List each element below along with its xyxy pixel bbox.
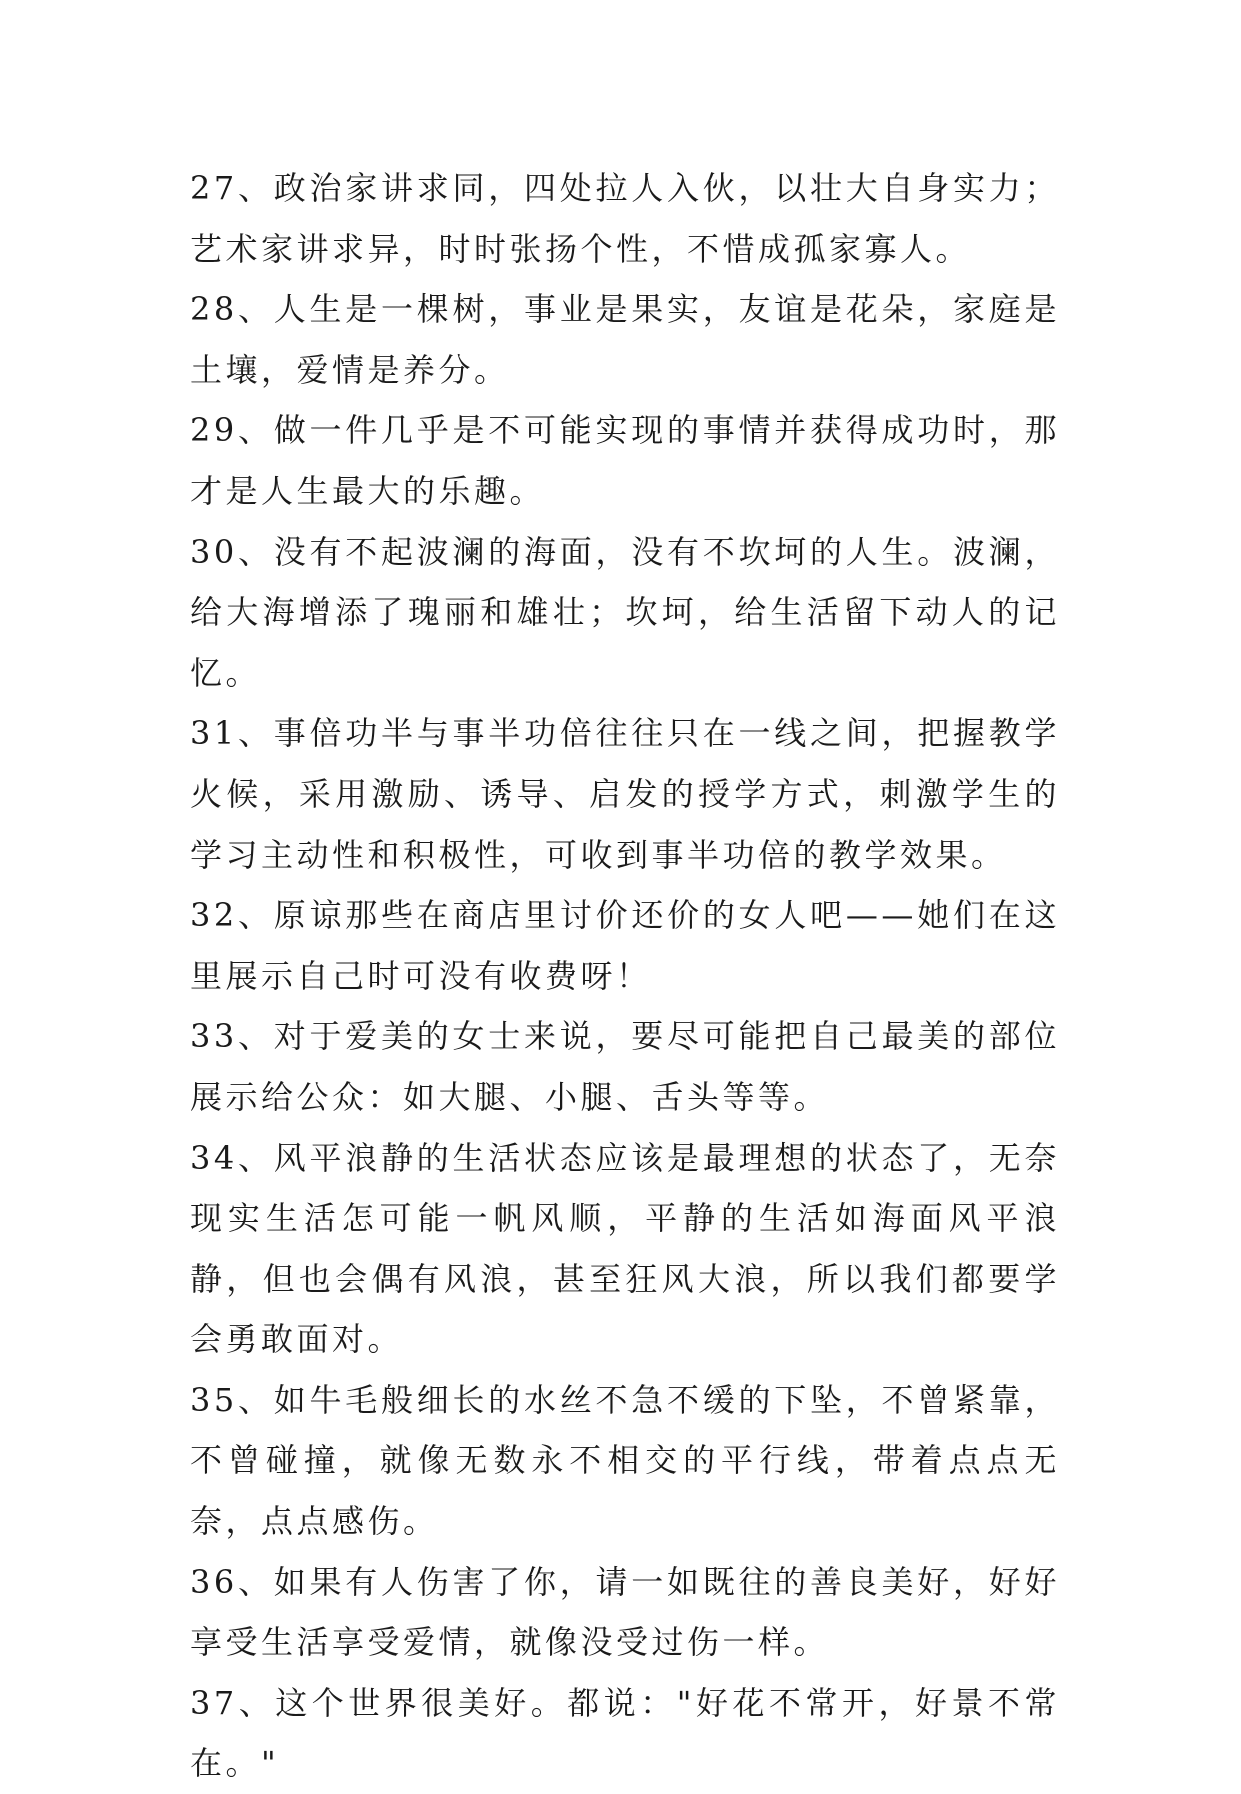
paragraph-35: 35、如牛毛般细长的水丝不急不缓的下坠，不曾紧靠，不曾碰撞，就像无数永不相交的平行线，带着点点无奈，点点感伤。 xyxy=(190,1380,1060,1541)
paragraph-27: 27、政治家讲求同，四处拉人入伙，以壮大自身实力；艺术家讲求异，时时张扬个性，不惜成孤家寡人。 xyxy=(190,169,1060,268)
paragraph-31: 31、事倍功半与事半功倍往往只在一线之间，把握教学火候，采用激励、诱导、启发的授学方式，刺激学生的学习主动性和积极性，可收到事半功倍的教学效果。 xyxy=(190,714,1060,874)
paragraph-33: 33、对于爱美的女士来说，要尽可能把自己最美的部位展示给公众：如大腿、小腿、舌头等等。 xyxy=(190,1017,1060,1116)
paragraph-36: 36、如果有人伤害了你，请一如既往的善良美好，好好享受生活享受爱情，就像没受过伤一样。 xyxy=(190,1562,1060,1662)
paragraph-37: 37、这个世界很美好。都说："好花不常开，好景不常在。" xyxy=(190,1683,1060,1783)
paragraph-29: 29、做一件几乎是不可能实现的事情并获得成功时，那才是人生最大的乐趣。 xyxy=(190,411,1060,510)
paragraph-34: 34、风平浪静的生活状态应该是最理想的状态了，无奈现实生活怎可能一帆风顺，平静的生活如海面风平浪静，但也会偶有风浪，甚至狂风大浪，所以我们都要学会勇敢面对。 xyxy=(190,1138,1060,1359)
document-page xyxy=(190,158,1060,1794)
paragraph-30: 30、没有不起波澜的海面，没有不坎坷的人生。波澜，给大海增添了瑰丽和雄壮；坎坷，给生活留下动人的记忆。 xyxy=(190,532,1060,692)
paragraph-32: 32、原谅那些在商店里讨价还价的女人吧——她们在这里展示自己时可没有收费呀！ xyxy=(190,896,1060,995)
paragraph-28: 28、人生是一棵树，事业是果实，友谊是花朵，家庭是土壤，爱情是养分。 xyxy=(190,290,1060,389)
